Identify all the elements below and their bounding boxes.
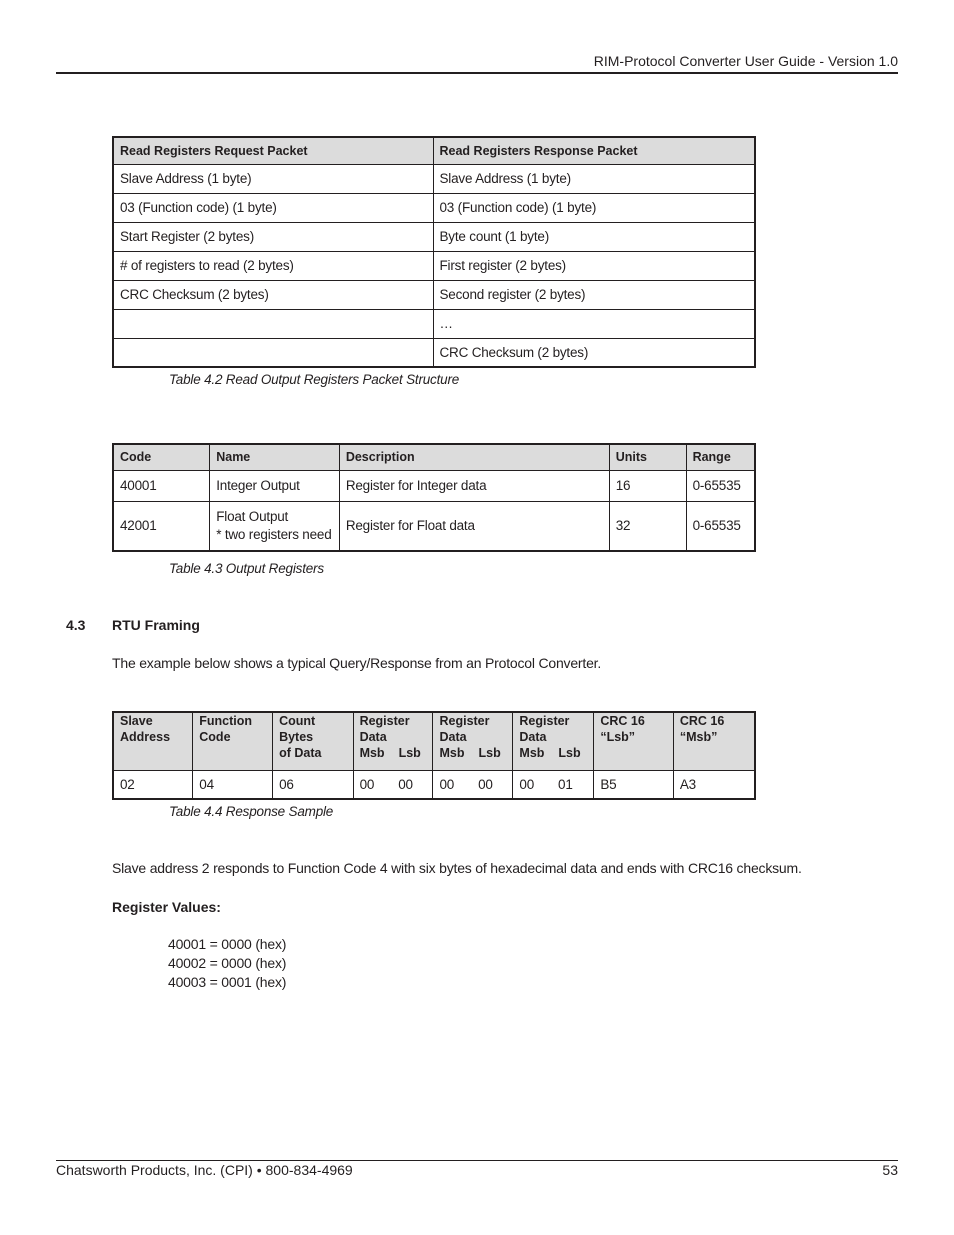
table-header-crc-msb [673, 712, 755, 770]
lsb-label: Lsb [478, 746, 501, 760]
lsb-label: Lsb [558, 746, 581, 760]
table-header-request: Read Registers Request Packet [113, 137, 433, 164]
cell-name: Float Output [216, 508, 289, 524]
table-row [113, 280, 755, 309]
table-cell: Register for Float data [339, 501, 609, 551]
table-cell: # of registers to read (2 bytes) [113, 251, 433, 280]
header-line: Address [120, 730, 171, 744]
table-header-code: Code [113, 444, 210, 470]
table-header-register-data-3 [513, 712, 594, 770]
msb-lsb-labels [360, 745, 427, 761]
header-line: Data [359, 730, 387, 744]
table-cell: Slave Address (1 byte) [113, 164, 433, 193]
table-header-function-code [193, 712, 273, 770]
cell-name-note: * two registers need [216, 526, 332, 542]
table-cell [353, 770, 433, 799]
table-cell: 0-65535 [686, 470, 755, 501]
hex-lsb: 00 [398, 776, 413, 792]
header-line: Data [519, 730, 547, 744]
msb-lsb-labels [439, 745, 506, 761]
page-number: 53 [882, 1162, 898, 1178]
table-cell: 04 [193, 770, 273, 799]
table-cell: Second register (2 bytes) [433, 280, 755, 309]
table-read-registers-packet [112, 136, 756, 368]
table-cell: Slave Address (1 byte) [433, 164, 755, 193]
section-intro: The example below shows a typical Query/Response from an Protocol Converter. [112, 655, 602, 671]
header-line: Count Bytes [279, 714, 316, 744]
table-cell: Integer Output [210, 470, 340, 501]
running-header-title: RIM-Protocol Converter User Guide - Version 1.0 [593, 53, 898, 69]
table-cell: 32 [609, 501, 686, 551]
table-caption-4-4: Table 4.4 Response Sample [169, 804, 334, 819]
table-header-description: Description [339, 444, 609, 470]
table-cell: Byte count (1 byte) [433, 222, 755, 251]
header-line: Data [439, 730, 467, 744]
table-row [113, 470, 755, 501]
table-header-crc-lsb [594, 712, 674, 770]
table-cell: 03 (Function code) (1 byte) [433, 193, 755, 222]
header-line: Register [359, 714, 410, 728]
footer-company: Chatsworth Products, Inc. (CPI) • 800-834-4969 [56, 1162, 353, 1178]
msb-label: Msb [359, 746, 385, 760]
register-value-line: 40002 = 0000 (hex) [168, 955, 287, 971]
table-row [113, 770, 755, 799]
msb-lsb-labels [519, 745, 587, 761]
hex-msb: 00 [359, 776, 375, 792]
register-values-list [168, 935, 286, 992]
table-row [113, 193, 755, 222]
register-value-line: 40003 = 0001 (hex) [168, 974, 287, 990]
msb-label: Msb [519, 746, 545, 760]
table-row [113, 309, 755, 338]
table-output-registers [112, 443, 756, 552]
table-cell: Register for Integer data [339, 470, 609, 501]
table-cell [113, 309, 433, 338]
header-line: Register [439, 714, 490, 728]
table-row [113, 251, 755, 280]
table-cell: 0-65535 [686, 501, 755, 551]
table-header-name: Name [210, 444, 340, 470]
header-line: CRC 16 [679, 714, 725, 728]
section-number: 4.3 [66, 617, 86, 633]
table-header-count-bytes [273, 712, 354, 770]
table-cell: 03 (Function code) (1 byte) [113, 193, 433, 222]
header-line: Function [199, 714, 253, 728]
table-cell: First register (2 bytes) [433, 251, 755, 280]
header-line: “Msb” [679, 730, 718, 744]
msb-label: Msb [439, 746, 465, 760]
table-cell: 40001 [113, 470, 210, 501]
hex-lsb: 00 [478, 776, 493, 792]
table-header-response: Read Registers Response Packet [433, 137, 755, 164]
table-cell: 06 [273, 770, 354, 799]
table-row [113, 222, 755, 251]
header-rule [56, 72, 898, 74]
table-row [113, 501, 755, 551]
table-cell [433, 770, 513, 799]
table-row [113, 164, 755, 193]
footer-rule [56, 1160, 898, 1161]
lsb-label: Lsb [398, 746, 421, 760]
hex-msb: 00 [519, 776, 535, 792]
table-cell: 42001 [113, 501, 210, 551]
register-values-heading: Register Values: [112, 899, 221, 915]
table-cell: A3 [673, 770, 755, 799]
header-line: CRC 16 [600, 714, 645, 728]
table-cell [513, 770, 594, 799]
summary-paragraph: Slave address 2 responds to Function Code 4 with six bytes of hexadecimal data and ends with CRC16 checksum. [112, 860, 802, 876]
table-cell: B5 [594, 770, 674, 799]
section-title: RTU Framing [112, 617, 200, 633]
header-line: “Lsb” [600, 730, 636, 744]
table-cell [210, 501, 340, 551]
table-cell: Start Register (2 bytes) [113, 222, 433, 251]
table-header-units: Units [609, 444, 686, 470]
header-line: of Data [279, 746, 322, 760]
header-line: Code [199, 730, 231, 744]
table-header-register-data-1 [353, 712, 433, 770]
header-line: Slave [120, 714, 153, 728]
table-header-slave-address [113, 712, 193, 770]
table-header-range: Range [686, 444, 755, 470]
table-cell: 16 [609, 470, 686, 501]
table-header-register-data-2 [433, 712, 513, 770]
table-cell: CRC Checksum (2 bytes) [113, 280, 433, 309]
register-value-line: 40001 = 0000 (hex) [168, 936, 287, 952]
table-cell: … [433, 309, 755, 338]
table-cell: 02 [113, 770, 193, 799]
header-line: Register [519, 714, 570, 728]
hex-lsb: 01 [558, 776, 573, 792]
table-cell [113, 338, 433, 367]
table-response-sample [112, 711, 756, 800]
table-caption-4-2: Table 4.2 Read Output Registers Packet Structure [169, 372, 460, 387]
table-row [113, 338, 755, 367]
hex-msb: 00 [439, 776, 455, 792]
table-cell: CRC Checksum (2 bytes) [433, 338, 755, 367]
table-caption-4-3: Table 4.3 Output Registers [169, 561, 324, 576]
